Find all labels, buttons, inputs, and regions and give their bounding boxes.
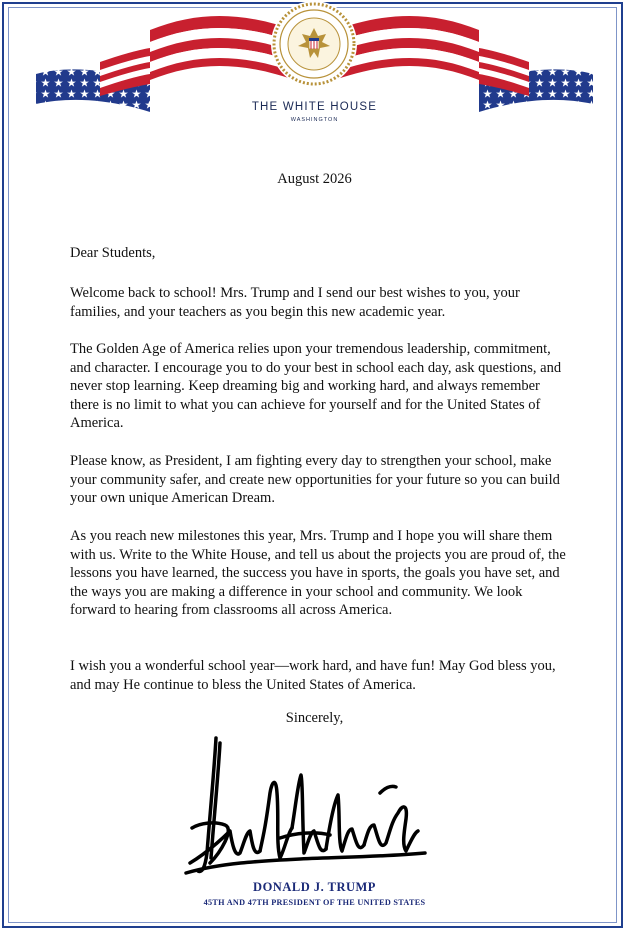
- paragraph-3: Please know, as President, I am fighting every day to strengthen your school, make your community safer, and create new opportunities for your future so you can build your own unique American Dream.: [70, 453, 560, 507]
- presidential-seal-icon: [271, 1, 357, 87]
- paragraph-1: Welcome back to school! Mrs. Trump and I send our best wishes to you, your families, and your teachers as you begin this new academic year.: [70, 285, 520, 320]
- letter-date: August 2026: [277, 171, 352, 187]
- paragraph-4: As you reach new milestones this year, Mrs. Trump and I hope you will share them with us. Write to the White House, and tell us about the projects you are proud of, the lessons you have learned, the success you have in sports, the goals you have set, and the ways you are making a difference in your school and community. We look forward to hearing from classrooms all across America.: [70, 528, 566, 619]
- signer-title: 45TH AND 47TH PRESIDENT OF THE UNITED STATES: [203, 898, 426, 907]
- letterhead-subtitle: WASHINGTON: [290, 117, 339, 123]
- signer-name: DONALD J. TRUMP: [253, 880, 376, 894]
- paragraph-2: The Golden Age of America relies upon your tremendous leadership, commitment, and character. I encourage you to do your best in school each day, ask questions, and never stop learning. Keep dreaming big and working hard, and always remember there is no limit to what you can achieve for yourself and for the United States of America.: [70, 341, 562, 432]
- letterhead-title: THE WHITE HOUSE: [251, 101, 378, 113]
- closing: Sincerely,: [285, 710, 344, 726]
- signature-image: [180, 733, 435, 883]
- salutation: Dear Students,: [70, 245, 156, 261]
- paragraph-5: I wish you a wonderful school year—work hard, and have fun! May God bless you, and may He continue to bless the United States of America.: [70, 658, 556, 693]
